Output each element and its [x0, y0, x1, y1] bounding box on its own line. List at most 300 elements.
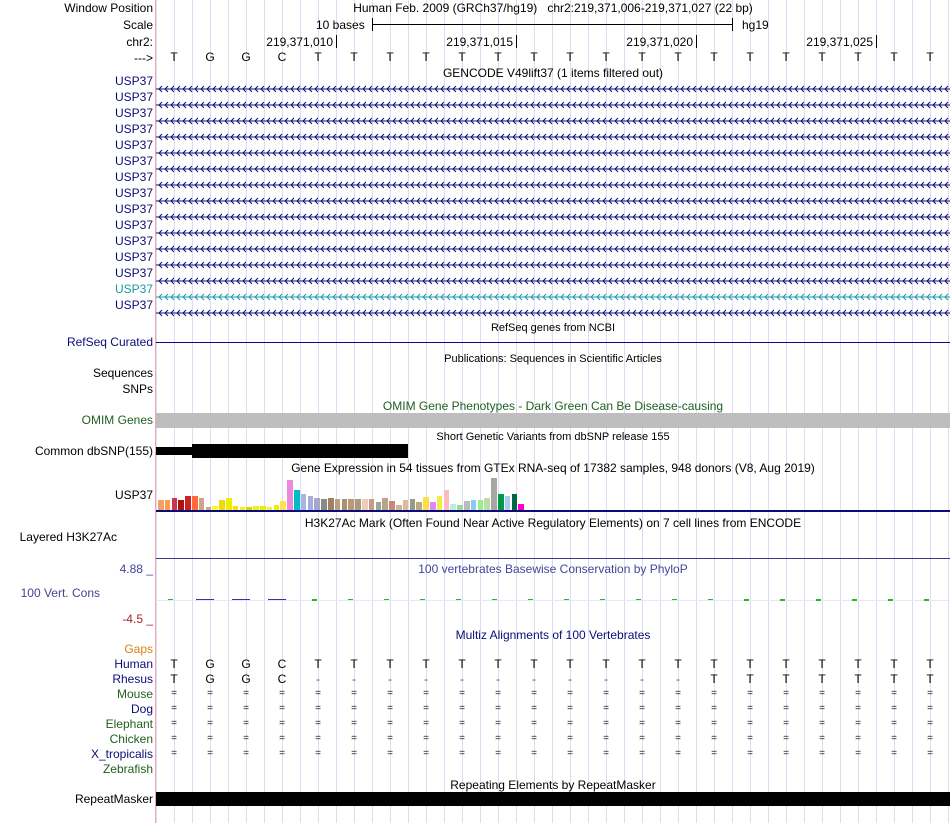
dna-base: T — [854, 50, 862, 64]
dna-base: G — [241, 50, 251, 64]
alignment-base: = — [279, 748, 285, 759]
alignment-base: = — [855, 733, 861, 744]
gencode-transcript-label[interactable]: USP37 — [114, 218, 153, 232]
alignment-base: T — [530, 657, 538, 671]
alignment-base: = — [387, 733, 393, 744]
alignment-base: = — [819, 703, 825, 714]
coordinate-tick — [516, 35, 517, 48]
alignment-base: G — [205, 657, 215, 671]
alignment-base: = — [819, 748, 825, 759]
alignment-base: = — [171, 733, 177, 744]
phylop-score-mark[interactable] — [744, 599, 749, 601]
gencode-transcript-line[interactable] — [156, 260, 950, 270]
alignment-base: = — [891, 733, 897, 744]
phylop-score-mark[interactable] — [384, 599, 389, 600]
dna-base: T — [350, 50, 358, 64]
alignment-base: T — [890, 672, 898, 686]
dbsnp-label[interactable]: Common dbSNP(155) — [34, 444, 153, 458]
h3k27ac-baseline — [156, 558, 950, 559]
alignment-base: T — [602, 657, 610, 671]
gencode-transcript-label[interactable]: USP37 — [114, 266, 153, 280]
alignment-base: = — [207, 748, 213, 759]
phylop-score-mark[interactable] — [564, 599, 569, 600]
alignment-base: = — [603, 718, 609, 729]
alignment-base: G — [205, 672, 215, 686]
alignment-base: = — [711, 748, 717, 759]
alignment-base: = — [531, 733, 537, 744]
gtex-tissue-bar[interactable] — [287, 480, 293, 510]
gencode-transcript-label[interactable]: USP37 — [114, 298, 153, 312]
dna-base: T — [530, 50, 538, 64]
alignment-base: C — [277, 672, 287, 686]
gtex-tissue-bar[interactable] — [403, 500, 409, 510]
alignment-base: = — [243, 688, 249, 699]
gencode-transcript-label[interactable]: USP37 — [114, 234, 153, 248]
species-label[interactable]: Mouse — [116, 687, 153, 701]
alignment-base: T — [818, 672, 826, 686]
alignment-base: T — [314, 657, 322, 671]
gtex-tissue-bar[interactable] — [192, 496, 198, 510]
alignment-base: T — [854, 672, 862, 686]
alignment-base: = — [279, 688, 285, 699]
db-name: hg19 — [742, 18, 769, 32]
alignment-base: = — [675, 748, 681, 759]
strand-label: ---> — [134, 51, 153, 65]
gencode-transcript-label[interactable]: USP37 — [114, 106, 153, 120]
scale-bar — [372, 24, 732, 25]
gtex-title[interactable]: Gene Expression in 54 tissues from GTEx RNA-seq of 17382 samples, 948 donors (V8, Aug 2019) — [291, 461, 815, 475]
gencode-title[interactable]: GENCODE V49lift37 (1 items filtered out) — [442, 66, 664, 80]
species-label[interactable]: Zebrafish — [102, 762, 153, 776]
alignment-base: = — [351, 748, 357, 759]
gtex-tissue-bar[interactable] — [280, 501, 286, 510]
dna-base: T — [782, 50, 790, 64]
repeatmasker-label[interactable]: RepeatMasker — [74, 792, 153, 806]
gaps-label[interactable]: Gaps — [124, 642, 153, 656]
phylop-score-mark[interactable] — [600, 599, 605, 600]
gtex-tissue-bar[interactable] — [328, 498, 334, 510]
h3k27ac-label[interactable]: Layered H3K27Ac — [19, 530, 117, 544]
alignment-base: = — [279, 718, 285, 729]
alignment-base: = — [819, 733, 825, 744]
phylop-label[interactable]: 100 Vert. Cons — [20, 586, 100, 600]
alignment-base: = — [315, 748, 321, 759]
alignment-base: = — [819, 688, 825, 699]
alignment-base: T — [854, 657, 862, 671]
alignment-base: = — [495, 733, 501, 744]
alignment-base: = — [423, 733, 429, 744]
gtex-tissue-bar[interactable] — [185, 496, 191, 510]
alignment-base: = — [495, 748, 501, 759]
phylop-max-label: 4.88 _ — [119, 562, 153, 576]
gtex-tissue-bar[interactable] — [444, 490, 450, 510]
gtex-tissue-bar[interactable] — [362, 499, 368, 510]
alignment-base: = — [351, 733, 357, 744]
omim-gene-bar[interactable] — [156, 413, 950, 428]
phylop-score-mark[interactable] — [312, 599, 317, 601]
gencode-transcript-line[interactable] — [156, 308, 950, 318]
gtex-tissue-bar[interactable] — [410, 499, 416, 510]
phylop-score-mark[interactable] — [232, 599, 250, 600]
alignment-base: = — [603, 733, 609, 744]
alignment-base: = — [351, 703, 357, 714]
refseq-gene-line[interactable] — [156, 342, 950, 343]
gtex-tissue-bar[interactable] — [301, 494, 307, 510]
alignment-base: - — [460, 672, 464, 686]
alignment-base: = — [567, 718, 573, 729]
alignment-base: T — [710, 657, 718, 671]
alignment-base: = — [207, 718, 213, 729]
alignment-base: = — [531, 718, 537, 729]
gtex-tissue-bar[interactable] — [382, 498, 388, 510]
alignment-base: = — [603, 748, 609, 759]
alignment-base: = — [927, 733, 933, 744]
alignment-base: = — [351, 718, 357, 729]
alignment-base: = — [243, 733, 249, 744]
gtex-tissue-bar[interactable] — [376, 502, 382, 510]
phylop-score-mark[interactable] — [780, 599, 785, 601]
gencode-transcript-label[interactable]: USP37 — [114, 186, 153, 200]
alignment-base: = — [279, 733, 285, 744]
alignment-base: T — [170, 657, 178, 671]
dna-base: T — [386, 50, 394, 64]
dbsnp-variant-thin[interactable] — [156, 447, 192, 455]
phylop-score-mark[interactable] — [492, 599, 497, 600]
gencode-transcript-label[interactable]: USP37 — [114, 154, 153, 168]
gtex-tissue-bar[interactable] — [369, 499, 375, 510]
gtex-tissue-bar[interactable] — [219, 500, 225, 510]
phylop-title[interactable]: 100 vertebrates Basewise Conservation by PhyloP — [418, 562, 688, 576]
alignment-base: = — [495, 688, 501, 699]
gtex-tissue-bar[interactable] — [478, 500, 484, 510]
dna-base: T — [602, 50, 610, 64]
coordinate-tick — [876, 35, 877, 48]
alignment-base: - — [496, 672, 500, 686]
alignment-base: = — [207, 688, 213, 699]
dna-base: T — [458, 50, 466, 64]
alignment-base: = — [639, 748, 645, 759]
alignment-base: = — [459, 733, 465, 744]
alignment-base: - — [388, 672, 392, 686]
coordinate-label: 219,371,025 — [806, 35, 873, 49]
alignment-base: = — [711, 718, 717, 729]
gtex-tissue-bar[interactable] — [464, 501, 470, 510]
alignment-base: T — [746, 672, 754, 686]
dna-base: T — [926, 50, 934, 64]
refseq-title[interactable]: RefSeq genes from NCBI — [490, 322, 616, 334]
alignment-base: T — [422, 657, 430, 671]
gtex-tissue-bar[interactable] — [416, 502, 422, 510]
multiz-title[interactable]: Multiz Alignments of 100 Vertebrates — [455, 628, 651, 642]
window-position: chr2:219,371,006-219,371,027 (22 bp) — [547, 1, 753, 15]
coordinate-label: 219,371,010 — [266, 35, 333, 49]
alignment-base: = — [423, 748, 429, 759]
alignment-base: = — [927, 703, 933, 714]
gencode-transcript-line[interactable] — [156, 132, 950, 142]
alignment-base: = — [855, 748, 861, 759]
alignment-base: = — [747, 733, 753, 744]
gtex-tissue-bar[interactable] — [178, 500, 184, 510]
phylop-score-mark[interactable] — [708, 599, 713, 600]
alignment-base: = — [207, 733, 213, 744]
alignment-base: T — [782, 657, 790, 671]
alignment-base: = — [315, 703, 321, 714]
alignment-base: T — [674, 657, 682, 671]
gtex-tissue-bar[interactable] — [335, 499, 341, 510]
alignment-base: T — [926, 672, 934, 686]
alignment-base: = — [855, 703, 861, 714]
gtex-tissue-bar[interactable] — [512, 494, 518, 510]
alignment-base: = — [855, 718, 861, 729]
dna-base: T — [314, 50, 322, 64]
gtex-tissue-bar[interactable] — [423, 497, 429, 510]
alignment-base: = — [747, 718, 753, 729]
alignment-base: = — [675, 703, 681, 714]
alignment-base: = — [171, 718, 177, 729]
phylop-zero-line — [156, 600, 950, 601]
coordinate-label: 219,371,020 — [626, 35, 693, 49]
alignment-base: = — [675, 718, 681, 729]
gencode-transcript-line[interactable] — [156, 212, 950, 222]
phylop-score-mark[interactable] — [852, 599, 857, 601]
gencode-transcript-line[interactable] — [156, 292, 950, 302]
alignment-base: = — [243, 718, 249, 729]
alignment-base: = — [747, 703, 753, 714]
gtex-tissue-bar[interactable] — [491, 478, 497, 510]
alignment-base: T — [566, 657, 574, 671]
alignment-base: = — [927, 688, 933, 699]
track-data-area[interactable] — [156, 0, 950, 823]
coordinate-tick — [696, 35, 697, 48]
alignment-base: T — [782, 672, 790, 686]
alignment-base: = — [891, 703, 897, 714]
alignment-base: T — [890, 657, 898, 671]
alignment-base: = — [459, 718, 465, 729]
alignment-base: = — [891, 718, 897, 729]
gtex-tissue-bar[interactable] — [505, 496, 511, 510]
alignment-base: = — [603, 703, 609, 714]
alignment-base: = — [639, 688, 645, 699]
phylop-score-mark[interactable] — [348, 599, 353, 600]
alignment-base: T — [386, 657, 394, 671]
alignment-base: = — [387, 703, 393, 714]
alignment-base: = — [315, 718, 321, 729]
alignment-base: = — [891, 748, 897, 759]
gtex-tissue-bar[interactable] — [342, 499, 348, 510]
alignment-base: = — [675, 733, 681, 744]
alignment-base: = — [459, 688, 465, 699]
alignment-base: G — [241, 657, 251, 671]
alignment-base: = — [747, 688, 753, 699]
repeatmasker-title[interactable]: Repeating Elements by RepeatMasker — [450, 778, 656, 792]
species-label[interactable]: Chicken — [109, 732, 153, 746]
alignment-base: = — [243, 703, 249, 714]
alignment-base: = — [459, 703, 465, 714]
alignment-base: T — [746, 657, 754, 671]
gtex-tissue-bar[interactable] — [294, 490, 300, 510]
gtex-tissue-bar[interactable] — [158, 500, 164, 510]
dna-base: T — [494, 50, 502, 64]
alignment-base: = — [495, 718, 501, 729]
gencode-transcript-line[interactable] — [156, 84, 950, 94]
gencode-transcript-line[interactable] — [156, 228, 950, 238]
alignment-base: T — [458, 657, 466, 671]
omim-title[interactable]: OMIM Gene Phenotypes - Dark Green Can Be Disease-causing — [382, 399, 724, 413]
alignment-base: = — [675, 688, 681, 699]
alignment-base: = — [387, 688, 393, 699]
scale-bar-left-tick — [372, 18, 373, 31]
phylop-score-mark[interactable] — [456, 599, 461, 600]
gtex-tissue-bar[interactable] — [484, 498, 490, 510]
dna-base: T — [674, 50, 682, 64]
gtex-label[interactable]: USP37 — [114, 488, 153, 502]
dna-base: T — [566, 50, 574, 64]
gtex-tissue-bar[interactable] — [348, 499, 354, 510]
phylop-score-mark[interactable] — [672, 599, 677, 600]
gencode-transcript-line[interactable] — [156, 148, 950, 158]
gtex-tissue-bar[interactable] — [355, 499, 361, 510]
omim-label[interactable]: OMIM Genes — [81, 413, 153, 427]
gencode-transcript-line[interactable] — [156, 244, 950, 254]
gtex-tissue-bar[interactable] — [308, 496, 314, 510]
alignment-base: = — [891, 688, 897, 699]
gtex-tissue-bar[interactable] — [172, 498, 178, 510]
alignment-base: = — [351, 688, 357, 699]
alignment-base: = — [711, 703, 717, 714]
gtex-tissue-bar[interactable] — [165, 500, 171, 510]
gencode-transcript-line[interactable] — [156, 276, 950, 286]
publications-sequences-label[interactable]: Sequences — [92, 366, 153, 380]
alignment-base: - — [604, 672, 608, 686]
gencode-transcript-label[interactable]: USP37 — [114, 122, 153, 136]
alignment-base: = — [927, 718, 933, 729]
alignment-base: = — [495, 703, 501, 714]
phylop-score-mark[interactable] — [196, 599, 214, 600]
alignment-base: - — [424, 672, 428, 686]
gtex-tissue-bar[interactable] — [437, 496, 443, 510]
alignment-base: = — [387, 748, 393, 759]
alignment-base: T — [818, 657, 826, 671]
alignment-base: = — [531, 703, 537, 714]
gtex-tissue-bar[interactable] — [321, 499, 327, 510]
phylop-score-mark[interactable] — [816, 599, 821, 601]
alignment-base: = — [927, 748, 933, 759]
alignment-base: = — [279, 703, 285, 714]
alignment-base: T — [638, 657, 646, 671]
phylop-score-mark[interactable] — [420, 599, 425, 600]
alignment-base: = — [747, 748, 753, 759]
alignment-base: T — [170, 672, 178, 686]
dna-base: C — [277, 50, 287, 64]
alignment-base: = — [639, 733, 645, 744]
gtex-tissue-bar[interactable] — [199, 498, 205, 510]
alignment-base: = — [711, 733, 717, 744]
species-label[interactable]: Elephant — [105, 717, 153, 731]
phylop-score-mark[interactable] — [528, 599, 533, 600]
phylop-score-mark[interactable] — [888, 599, 893, 601]
ruler-title — [156, 1, 950, 15]
publications-title[interactable]: Publications: Sequences in Scientific Articles — [444, 353, 662, 365]
phylop-min-label: -4.5 _ — [122, 612, 153, 626]
species-label[interactable]: Rhesus — [112, 672, 153, 686]
scale-bar-right-tick — [732, 18, 733, 31]
phylop-score-mark[interactable] — [168, 599, 173, 600]
alignment-base: = — [603, 688, 609, 699]
dbsnp-title[interactable]: Short Genetic Variants from dbSNP release 155 — [436, 431, 670, 443]
alignment-base: = — [171, 703, 177, 714]
gencode-transcript-line[interactable] — [156, 100, 950, 110]
alignment-base: G — [241, 672, 251, 686]
repeatmasker-bar[interactable] — [156, 792, 950, 806]
dna-base: T — [710, 50, 718, 64]
gencode-transcript-label[interactable]: USP37 — [114, 170, 153, 184]
assembly-name: Human Feb. 2009 (GRCh37/hg19) — [353, 1, 538, 15]
gencode-transcript-label[interactable]: USP37 — [114, 138, 153, 152]
dna-base: T — [890, 50, 898, 64]
publications-snps-label[interactable]: SNPs — [122, 382, 153, 396]
phylop-score-mark[interactable] — [636, 599, 641, 600]
alignment-base: = — [171, 688, 177, 699]
alignment-base: = — [567, 733, 573, 744]
gencode-transcript-label[interactable]: USP37 — [114, 250, 153, 264]
gencode-transcript-label[interactable]: USP37 — [114, 74, 153, 88]
gencode-transcript-label[interactable]: USP37 — [114, 90, 153, 104]
gtex-tissue-bar[interactable] — [430, 502, 436, 510]
h3k27ac-title[interactable]: H3K27Ac Mark (Often Found Near Active Regulatory Elements) on 7 cell lines from ENCODE — [304, 516, 802, 530]
dbsnp-variant-thick[interactable] — [192, 444, 408, 458]
scale-label: Scale — [122, 18, 153, 32]
species-label[interactable]: X_tropicalis — [90, 747, 153, 761]
alignment-base: = — [459, 748, 465, 759]
gtex-tissue-bar[interactable] — [226, 498, 232, 510]
alignment-base: = — [711, 688, 717, 699]
dna-base: T — [746, 50, 754, 64]
alignment-base: T — [350, 657, 358, 671]
refseq-label[interactable]: RefSeq Curated — [66, 335, 153, 349]
dna-base: T — [818, 50, 826, 64]
dna-base: T — [638, 50, 646, 64]
alignment-base: = — [315, 733, 321, 744]
gencode-transcript-label[interactable]: USP37 — [114, 202, 153, 216]
alignment-base: = — [207, 703, 213, 714]
gencode-transcript-line[interactable] — [156, 116, 950, 126]
alignment-base: = — [423, 688, 429, 699]
gencode-transcript-label[interactable]: USP37 — [114, 282, 153, 296]
alignment-base: = — [783, 688, 789, 699]
species-label[interactable]: Dog — [130, 702, 153, 716]
phylop-score-mark[interactable] — [924, 599, 929, 601]
gencode-transcript-line[interactable] — [156, 196, 950, 206]
gencode-transcript-line[interactable] — [156, 164, 950, 174]
alignment-base: T — [926, 657, 934, 671]
dna-base: T — [422, 50, 430, 64]
phylop-score-mark[interactable] — [268, 599, 286, 600]
alignment-base: = — [783, 718, 789, 729]
alignment-base: T — [710, 672, 718, 686]
species-label[interactable]: Human — [114, 657, 153, 671]
gtex-tissue-bar[interactable] — [389, 501, 395, 510]
dna-base: T — [170, 50, 178, 64]
gtex-tissue-bar[interactable] — [498, 494, 504, 510]
alignment-base: = — [819, 718, 825, 729]
gencode-transcript-line[interactable] — [156, 180, 950, 190]
window-position-label: Window Position — [64, 1, 153, 15]
alignment-base: = — [567, 703, 573, 714]
alignment-base: = — [315, 688, 321, 699]
gtex-tissue-bar[interactable] — [471, 500, 477, 510]
gtex-tissue-bar[interactable] — [314, 498, 320, 510]
alignment-base: = — [423, 703, 429, 714]
